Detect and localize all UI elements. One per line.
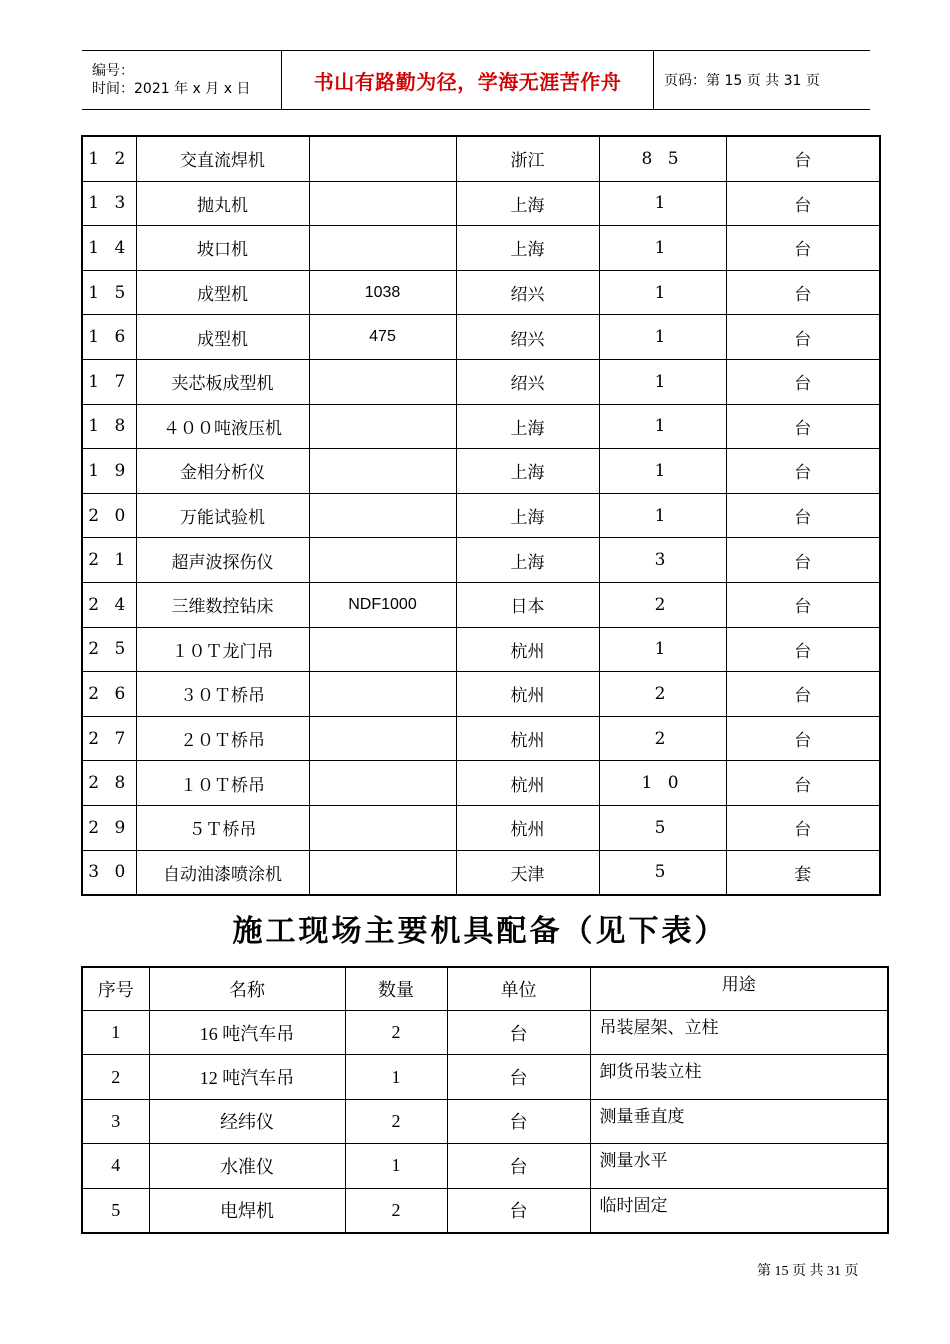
equipment-qty: 2 <box>599 672 726 717</box>
equipment-origin: 绍兴 <box>456 270 599 315</box>
page-label: 页码：第 15 页 共 31 页 <box>664 73 820 89</box>
equipment-qty: 5 <box>599 805 726 850</box>
header-unit: 单位 <box>447 967 590 1011</box>
table-row <box>82 136 880 181</box>
tool-unit: 台 <box>447 1055 590 1099</box>
tool-number: 1 <box>82 1011 149 1055</box>
row-number: 2 1 <box>82 538 136 583</box>
tool-qty: 2 <box>345 1099 447 1143</box>
equipment-qty: 1 <box>599 359 726 404</box>
row-number: 2 4 <box>82 582 136 627</box>
equipment-origin: 杭州 <box>456 716 599 761</box>
equipment-name: 抛丸机 <box>136 181 309 226</box>
equipment-unit: 套 <box>726 850 880 895</box>
tool-name: 12 吨汽车吊 <box>149 1055 345 1099</box>
tool-name: 16 吨汽车吊 <box>149 1011 345 1055</box>
table-row <box>82 449 880 494</box>
table-row <box>82 493 880 538</box>
row-number: 1 7 <box>82 359 136 404</box>
equipment-qty: 2 <box>599 716 726 761</box>
equipment-unit: 台 <box>726 136 880 181</box>
tool-use: 测量垂直度 <box>590 1099 888 1143</box>
equipment-model <box>309 716 456 761</box>
table-row <box>82 538 880 583</box>
row-number: 1 8 <box>82 404 136 449</box>
tool-use: 卸货吊装立柱 <box>590 1055 888 1099</box>
equipment-qty: 1 <box>599 404 726 449</box>
tool-name: 水准仪 <box>149 1144 345 1188</box>
equipment-name: 成型机 <box>136 315 309 360</box>
equipment-name: 自动油漆喷涂机 <box>136 850 309 895</box>
tools-header-row <box>82 967 888 1011</box>
equipment-model <box>309 181 456 226</box>
equipment-name: ５Ｔ桥吊 <box>136 805 309 850</box>
header-no: 序号 <box>82 967 149 1011</box>
equipment-unit: 台 <box>726 582 880 627</box>
equipment-qty: 1 <box>599 181 726 226</box>
equipment-origin: 日本 <box>456 582 599 627</box>
equipment-name: 超声波探伤仪 <box>136 538 309 583</box>
equipment-name: 交直流焊机 <box>136 136 309 181</box>
tool-qty: 2 <box>345 1011 447 1055</box>
equipment-unit: 台 <box>726 449 880 494</box>
table-row <box>82 404 880 449</box>
tool-use: 吊装屋架、立柱 <box>590 1011 888 1055</box>
row-number: 2 9 <box>82 805 136 850</box>
equipment-model <box>309 538 456 583</box>
equipment-unit: 台 <box>726 627 880 672</box>
equipment-unit: 台 <box>726 404 880 449</box>
page-header <box>82 50 870 110</box>
equipment-unit: 台 <box>726 493 880 538</box>
equipment-origin: 上海 <box>456 538 599 583</box>
equipment-origin: 上海 <box>456 493 599 538</box>
tool-name: 经纬仪 <box>149 1099 345 1143</box>
equipment-origin: 天津 <box>456 850 599 895</box>
tool-number: 4 <box>82 1144 149 1188</box>
equipment-origin: 浙江 <box>456 136 599 181</box>
equipment-unit: 台 <box>726 270 880 315</box>
equipment-model <box>309 493 456 538</box>
equipment-qty: 2 <box>599 582 726 627</box>
equipment-model <box>309 359 456 404</box>
tool-unit: 台 <box>447 1144 590 1188</box>
tool-unit: 台 <box>447 1011 590 1055</box>
equipment-origin: 绍兴 <box>456 315 599 360</box>
equipment-qty: 3 <box>599 538 726 583</box>
row-number: 1 9 <box>82 449 136 494</box>
equipment-model <box>309 226 456 271</box>
equipment-qty: 1 <box>599 627 726 672</box>
equipment-origin: 绍兴 <box>456 359 599 404</box>
tool-number: 2 <box>82 1055 149 1099</box>
number-label: 编号： <box>92 63 134 79</box>
tool-number: 5 <box>82 1188 149 1233</box>
equipment-qty: 5 <box>599 850 726 895</box>
tool-number: 3 <box>82 1099 149 1143</box>
tool-qty: 2 <box>345 1188 447 1233</box>
equipment-model: 1038 <box>309 270 456 315</box>
equipment-unit: 台 <box>726 226 880 271</box>
equipment-unit: 台 <box>726 805 880 850</box>
equipment-model <box>309 449 456 494</box>
row-number: 1 2 <box>82 136 136 181</box>
table-row <box>82 1099 888 1143</box>
equipment-name: ２０Ｔ桥吊 <box>136 716 309 761</box>
equipment-unit: 台 <box>726 538 880 583</box>
equipment-model <box>309 136 456 181</box>
equipment-name: 坡口机 <box>136 226 309 271</box>
table-row <box>82 226 880 271</box>
table-row <box>82 1144 888 1188</box>
tool-use: 测量水平 <box>590 1144 888 1188</box>
equipment-unit: 台 <box>726 761 880 806</box>
row-number: 1 3 <box>82 181 136 226</box>
table-row <box>82 582 880 627</box>
section-title: 施工现场主要机具配备（见下表） <box>232 914 728 949</box>
equipment-name: 万能试验机 <box>136 493 309 538</box>
equipment-qty: 1 <box>599 315 726 360</box>
equipment-unit: 台 <box>726 315 880 360</box>
header-qty: 数量 <box>345 967 447 1011</box>
motto-text: 书山有路勤为径，学海无涯苦作舟 <box>313 69 622 94</box>
equipment-qty: 1 <box>599 270 726 315</box>
equipment-origin: 杭州 <box>456 672 599 717</box>
page-footer: 第 15 页 共 31 页 <box>757 1264 859 1279</box>
equipment-model <box>309 627 456 672</box>
equipment-unit: 台 <box>726 359 880 404</box>
tool-qty: 1 <box>345 1144 447 1188</box>
equipment-unit: 台 <box>726 672 880 717</box>
equipment-qty: 1 0 <box>599 761 726 806</box>
equipment-name: ３０Ｔ桥吊 <box>136 672 309 717</box>
row-number: 2 7 <box>82 716 136 761</box>
table-row <box>82 1188 888 1233</box>
time-label: 时间：2021 年 x 月 x 日 <box>92 81 251 97</box>
table-row <box>82 761 880 806</box>
equipment-name: ４００吨液压机 <box>136 404 309 449</box>
table-row <box>82 805 880 850</box>
table-row <box>82 359 880 404</box>
row-number: 3 0 <box>82 850 136 895</box>
row-number: 2 6 <box>82 672 136 717</box>
equipment-name: 夹芯板成型机 <box>136 359 309 404</box>
tool-unit: 台 <box>447 1188 590 1233</box>
header-motto <box>281 51 654 109</box>
equipment-origin: 杭州 <box>456 627 599 672</box>
table-row <box>82 181 880 226</box>
row-number: 2 5 <box>82 627 136 672</box>
equipment-origin: 上海 <box>456 226 599 271</box>
header-page <box>654 51 870 109</box>
equipment-origin: 上海 <box>456 404 599 449</box>
table-row <box>82 315 880 360</box>
table-row <box>82 716 880 761</box>
row-number: 1 6 <box>82 315 136 360</box>
equipment-unit: 台 <box>726 716 880 761</box>
equipment-table <box>81 135 881 896</box>
row-number: 1 5 <box>82 270 136 315</box>
equipment-name: 金相分析仪 <box>136 449 309 494</box>
table-row <box>82 270 880 315</box>
equipment-model <box>309 850 456 895</box>
equipment-model <box>309 404 456 449</box>
equipment-qty: 1 <box>599 226 726 271</box>
tool-unit: 台 <box>447 1099 590 1143</box>
equipment-model <box>309 805 456 850</box>
table-row <box>82 1055 888 1099</box>
equipment-model <box>309 761 456 806</box>
tool-name: 电焊机 <box>149 1188 345 1233</box>
equipment-model: NDF1000 <box>309 582 456 627</box>
row-number: 2 0 <box>82 493 136 538</box>
equipment-name: 成型机 <box>136 270 309 315</box>
equipment-origin: 杭州 <box>456 805 599 850</box>
equipment-origin: 上海 <box>456 181 599 226</box>
equipment-name: １０Ｔ桥吊 <box>136 761 309 806</box>
equipment-name: １０Ｔ龙门吊 <box>136 627 309 672</box>
equipment-origin: 杭州 <box>456 761 599 806</box>
table-row <box>82 850 880 895</box>
header-name: 名称 <box>149 967 345 1011</box>
row-number: 2 8 <box>82 761 136 806</box>
tool-use: 临时固定 <box>590 1188 888 1233</box>
equipment-name: 三维数控钻床 <box>136 582 309 627</box>
equipment-model <box>309 672 456 717</box>
equipment-model: 475 <box>309 315 456 360</box>
row-number: 1 4 <box>82 226 136 271</box>
table-row <box>82 672 880 717</box>
tools-table <box>81 966 889 1234</box>
header-use: 用途 <box>590 967 888 1011</box>
tool-qty: 1 <box>345 1055 447 1099</box>
header-meta <box>82 51 281 109</box>
equipment-origin: 上海 <box>456 449 599 494</box>
table-row <box>82 627 880 672</box>
equipment-unit: 台 <box>726 181 880 226</box>
equipment-qty: 1 <box>599 493 726 538</box>
table-row <box>82 1011 888 1055</box>
equipment-qty: 8 5 <box>599 136 726 181</box>
equipment-qty: 1 <box>599 449 726 494</box>
